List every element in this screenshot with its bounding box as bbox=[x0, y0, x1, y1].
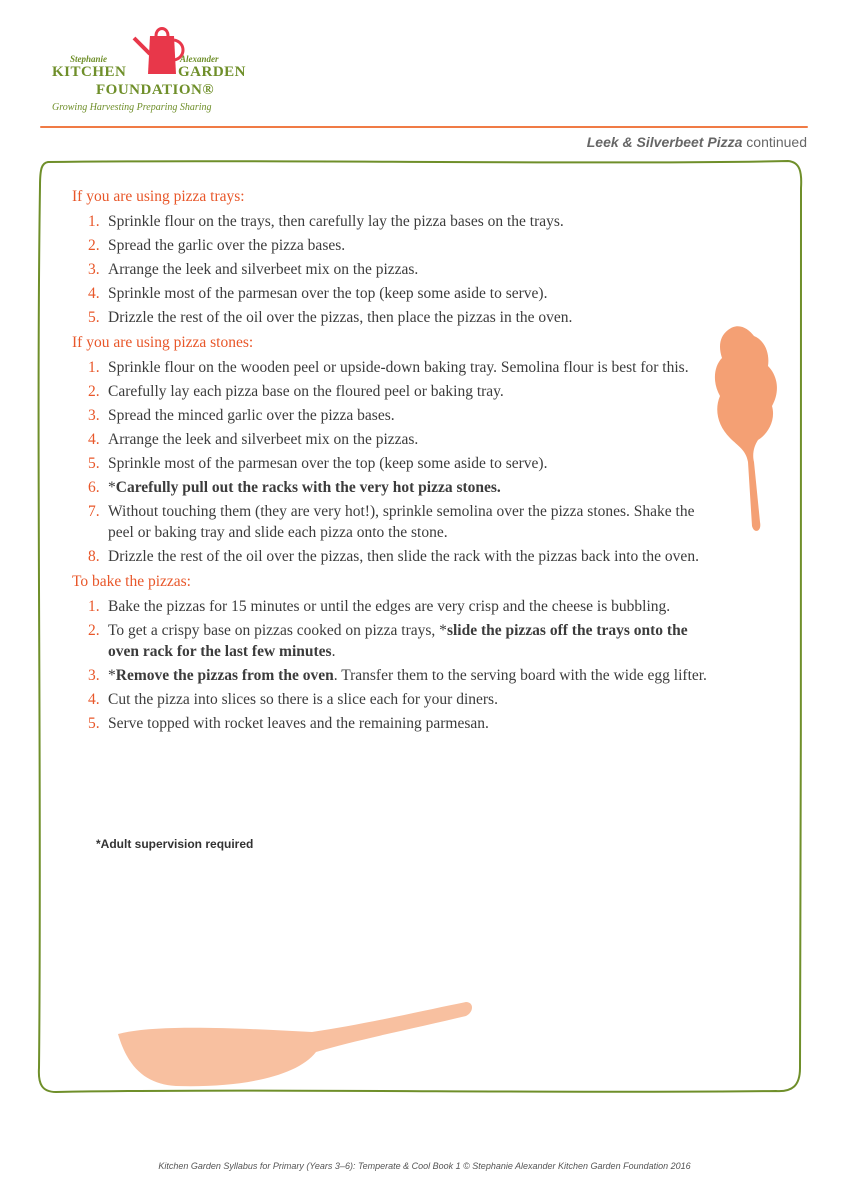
step-number: 4. bbox=[88, 431, 100, 448]
step-item bbox=[72, 307, 712, 328]
step-text: Spread the garlic over the pizza bases. bbox=[108, 237, 346, 254]
step-item bbox=[72, 501, 712, 543]
leek-illustration bbox=[708, 322, 788, 534]
logo-stephanie: Stephanie bbox=[70, 54, 108, 64]
recipe-steps bbox=[72, 186, 712, 738]
foundation-logo bbox=[52, 24, 262, 119]
step-item bbox=[72, 620, 712, 662]
step-text: Sprinkle flour on the wooden peel or upside-down baking tray. Semolina flour is best for this. bbox=[108, 359, 689, 376]
step-number: 5. bbox=[88, 715, 100, 732]
step-text: . bbox=[331, 643, 336, 660]
step-text: * bbox=[108, 667, 116, 684]
section-heading: To bake the pizzas: bbox=[72, 573, 191, 590]
step-text: Arrange the leek and silverbeet mix on the pizzas. bbox=[108, 261, 419, 278]
step-number: 3. bbox=[88, 667, 100, 684]
step-item bbox=[72, 283, 712, 304]
continued-label: continued bbox=[746, 134, 807, 150]
step-number: 4. bbox=[88, 691, 100, 708]
adult-supervision-note: *Adult supervision required bbox=[96, 837, 254, 851]
step-number: 4. bbox=[88, 285, 100, 302]
step-item bbox=[72, 546, 712, 567]
step-text: Serve topped with rocket leaves and the remaining parmesan. bbox=[108, 715, 489, 732]
step-text-bold: Remove the pizzas from the oven bbox=[115, 667, 334, 684]
step-list bbox=[72, 596, 712, 734]
step-number: 1. bbox=[88, 213, 100, 230]
step-text: * bbox=[108, 479, 116, 496]
logo-foundation: FOUNDATION® bbox=[96, 82, 215, 98]
section-heading: If you are using pizza stones: bbox=[72, 334, 254, 351]
step-list bbox=[72, 357, 712, 567]
step-text-bold: slide the pizzas off the trays onto the oven rack for the last few minutes bbox=[108, 622, 688, 660]
step-item bbox=[72, 665, 712, 686]
step-item bbox=[72, 689, 712, 710]
step-number: 1. bbox=[88, 598, 100, 615]
step-item bbox=[72, 453, 712, 474]
step-number: 2. bbox=[88, 383, 100, 400]
step-number: 2. bbox=[88, 622, 100, 639]
spoon-illustration bbox=[116, 998, 476, 1090]
step-item bbox=[72, 235, 712, 256]
step-text: Bake the pizzas for 15 minutes or until the edges are very crisp and the cheese is bubbling. bbox=[108, 598, 671, 615]
step-item bbox=[72, 477, 712, 498]
step-number: 3. bbox=[88, 261, 100, 278]
step-number: 1. bbox=[88, 359, 100, 376]
logo-alexander: Alexander bbox=[180, 54, 219, 64]
step-number: 2. bbox=[88, 237, 100, 254]
step-number: 6. bbox=[88, 479, 100, 496]
step-list bbox=[72, 211, 712, 328]
step-item bbox=[72, 211, 712, 232]
step-number: 3. bbox=[88, 407, 100, 424]
step-item bbox=[72, 596, 712, 617]
step-text: Drizzle the rest of the oil over the pizzas, then slide the rack with the pizzas back into the oven. bbox=[108, 548, 699, 565]
step-text: Spread the minced garlic over the pizza bases. bbox=[108, 407, 395, 424]
running-head bbox=[587, 134, 807, 150]
step-text: Cut the pizza into slices so there is a slice each for your diners. bbox=[108, 691, 498, 708]
header-rule bbox=[40, 126, 808, 128]
section-heading: If you are using pizza trays: bbox=[72, 188, 245, 205]
step-number: 5. bbox=[88, 309, 100, 326]
step-text: To get a crispy base on pizzas cooked on pizza trays, * bbox=[108, 622, 447, 639]
step-text: Without touching them (they are very hot!), sprinkle semolina over the pizza stones. Shake the peel or baking tray and slide each pizza onto the stone. bbox=[108, 503, 695, 541]
recipe-title: Leek & Silverbeet Pizza bbox=[586, 134, 743, 150]
step-number: 5. bbox=[88, 455, 100, 472]
step-item bbox=[72, 713, 712, 734]
step-item bbox=[72, 381, 712, 402]
step-text: Sprinkle most of the parmesan over the top (keep some aside to serve). bbox=[108, 285, 548, 302]
step-text: Carefully lay each pizza base on the floured peel or baking tray. bbox=[108, 383, 504, 400]
step-text: Sprinkle flour on the trays, then carefully lay the pizza bases on the trays. bbox=[108, 213, 564, 230]
step-item bbox=[72, 405, 712, 426]
page-footer: Kitchen Garden Syllabus for Primary (Years 3–6): Temperate & Cool Book 1 © Stephanie Alexander Kitchen Garden Foundation 2016 bbox=[158, 1161, 691, 1171]
logo-tagline: Growing Harvesting Preparing Sharing bbox=[52, 102, 212, 113]
logo-kitchen: KITCHEN bbox=[52, 64, 127, 80]
step-item bbox=[72, 429, 712, 450]
step-item bbox=[72, 357, 712, 378]
step-text-bold: Carefully pull out the racks with the very hot pizza stones. bbox=[115, 479, 501, 496]
step-number: 8. bbox=[88, 548, 100, 565]
step-text: . Transfer them to the serving board with the wide egg lifter. bbox=[333, 667, 707, 684]
step-text: Arrange the leek and silverbeet mix on the pizzas. bbox=[108, 431, 419, 448]
step-number: 7. bbox=[88, 503, 100, 520]
logo-garden: GARDEN bbox=[178, 64, 247, 80]
step-text: Sprinkle most of the parmesan over the top (keep some aside to serve). bbox=[108, 455, 548, 472]
step-item bbox=[72, 259, 712, 280]
step-text: Drizzle the rest of the oil over the pizzas, then place the pizzas in the oven. bbox=[108, 309, 573, 326]
